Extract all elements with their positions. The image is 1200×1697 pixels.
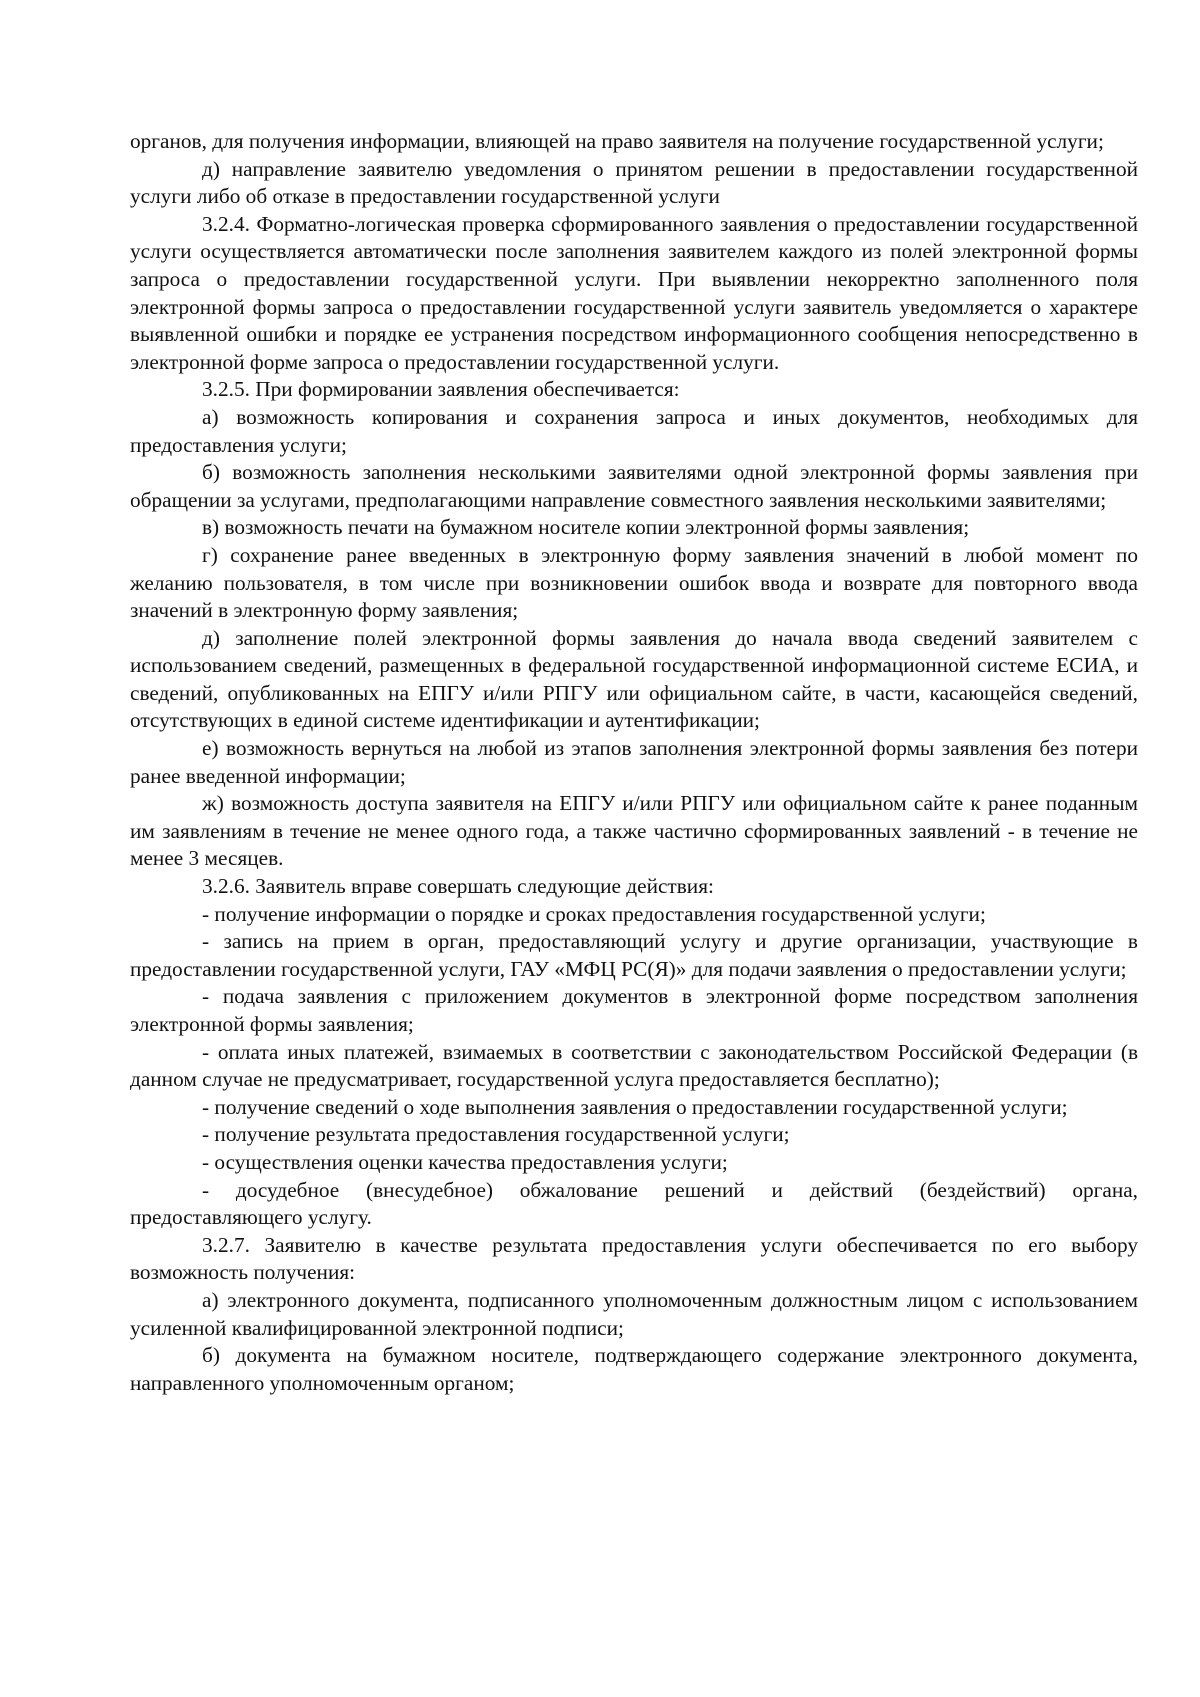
list-item-payment: - оплата иных платежей, взимаемых в соответствии с законодательством Российской Федерации (в данном случае не предусматривает, государственной услуга предоставляется бесплатно); — [130, 1039, 1138, 1092]
paragraph-item-g-saving: г) сохранение ранее введенных в электронную форму заявления значений в любой момент по желанию пользователя, в том числе при возникновении ошибок ввода и возврате для повторного ввода значений в электронную форму заявления; — [130, 542, 1138, 623]
paragraph-3-2-6: 3.2.6. Заявитель вправе совершать следующие действия: — [202, 874, 714, 899]
list-item-info: - получение информации о порядке и сроках предоставления государственной услуги; — [202, 901, 986, 926]
list-item-appointment: - запись на прием в орган, предоставляющий услугу и другие организации, участвующие в предоставлении государственной услуги, ГАУ «МФЦ РС(Я)» для подачи заявления о предоставлении услуги; — [130, 929, 1138, 981]
paragraph-item-b-paper: б) документа на бумажном носителе, подтверждающего содержание электронного документа, направленного уполномоченным органом; — [130, 1343, 1138, 1395]
paragraph-item-e-return: е) возможность вернуться на любой из этапов заполнения электронной формы заявления без потери ранее введенной информации; — [130, 736, 1138, 788]
paragraph-3-2-5: 3.2.5. При формировании заявления обеспечивается: — [202, 377, 680, 402]
paragraph-3-2-4: 3.2.4. Форматно-логическая проверка сформированного заявления о предоставлении государственной услуги осуществляется автоматически после заполнения заявителем каждого из полей электронной формы запроса о предоставлении государственной услуги. При выявлении некорректно заполненного поля электронной формы запроса о предоставлении государственной услуги заявитель уведомляется о характере выявленной ошибки и порядке ее устранения посредством информационного сообщения непосредственно в электронной форме запроса о предоставлении государственной услуги. — [130, 211, 1138, 374]
document-page — [130, 128, 1138, 1397]
paragraph-item-a-electronic: а) электронного документа, подписанного уполномоченным должностным лицом с использованием усиленной квалифицированной электронной подписи; — [130, 1287, 1138, 1340]
paragraph-continuation: органов, для получения информации, влияющей на право заявителя на получение государственной услуги; — [130, 129, 1104, 153]
paragraph-item-zh-access: ж) возможность доступа заявителя на ЕПГУ и/или РПГУ или официальном сайте к ранее поданным им заявлениям в течение не менее одного года, а также частично сформированных заявлений - в течение не менее 3 месяцев. — [130, 791, 1138, 871]
list-item-appeal: - досудебное (внесудебное) обжалование решений и действий (бездействий) органа, предоставляющего услугу. — [130, 1177, 1138, 1230]
paragraph-item-b-multiple-applicants: б) возможность заполнения несколькими заявителями одной электронной формы заявления при обращении за услугами, предполагающими направление совместного заявления несколькими заявителями; — [130, 460, 1138, 512]
list-item-submission: - подача заявления с приложением документов в электронной форме посредством заполнения электронной формы заявления; — [130, 984, 1138, 1036]
paragraph-item-d-filling: д) заполнение полей электронной формы заявления до начала ввода сведений заявителем с использованием сведений, размещенных в федеральной государственной информационной системе ЕСИА, и сведений, опубликованных на ЕПГУ и/или РПГУ или официальном сайте, в части, касающейся сведений, отсутствующих в единой системе идентификации и аутентификации; — [130, 625, 1138, 733]
list-item-status: - получение сведений о ходе выполнения заявления о предоставлении государственной услуги; — [202, 1094, 1068, 1119]
paragraph-item-d-notification: д) направление заявителю уведомления о принятом решении в предоставлении государственной услуги либо об отказе в предоставлении государственной услуги — [130, 156, 1138, 209]
list-item-result: - получение результата предоставления государственной услуги; — [202, 1122, 790, 1147]
list-item-quality: - осуществления оценки качества предоставления услуги; — [202, 1149, 728, 1174]
paragraph-item-v-printing: в) возможность печати на бумажном носителе копии электронной формы заявления; — [202, 515, 970, 540]
paragraph-item-a-copying: а) возможность копирования и сохранения запроса и иных документов, необходимых для предоставления услуги; — [130, 404, 1138, 457]
paragraph-3-2-7: 3.2.7. Заявителю в качестве результата предоставления услуги обеспечивается по его выбору возможность получения: — [130, 1232, 1138, 1285]
